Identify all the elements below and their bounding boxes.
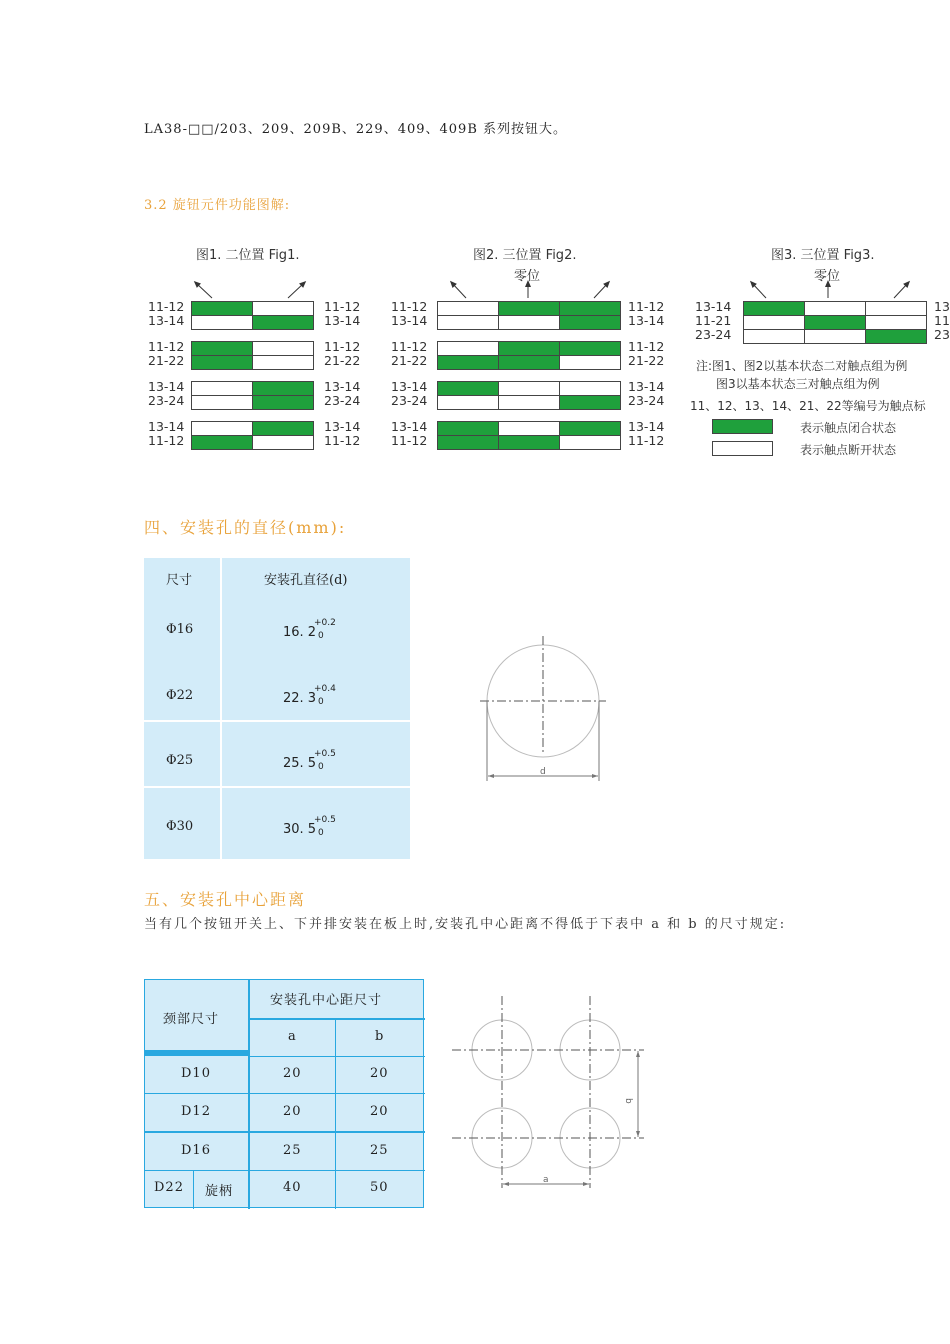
contact-open-cell	[437, 315, 499, 330]
table1-header-diameter: 安装孔直径(d)	[264, 573, 348, 588]
contact-closed-cell	[559, 301, 621, 316]
fig2-arrow-right	[594, 283, 608, 298]
contact-label: 23-24	[324, 393, 361, 408]
contact-open-cell	[437, 395, 499, 410]
fig3-arrow-left	[752, 283, 766, 298]
contact-label: 11-12	[628, 339, 665, 354]
fig1-arrow-left	[196, 283, 212, 298]
contact-label: 13-14	[628, 379, 665, 394]
contact-open-cell	[437, 301, 499, 316]
contact-closed-cell	[559, 421, 621, 436]
contact-label: 23-24	[695, 327, 732, 342]
contact-open-cell	[743, 315, 805, 330]
table2-last-a: 40	[283, 1180, 302, 1195]
table2-last-neck-sub: 旋柄	[205, 1184, 234, 1199]
contact-open-cell	[865, 301, 927, 316]
contact-closed-cell	[252, 421, 314, 436]
section-3-2-title: 3.2 旋钮元件功能图解:	[144, 198, 291, 213]
contact-label: 11-12	[391, 299, 428, 314]
contact-label: 11-12	[148, 299, 185, 314]
contact-closed-cell	[498, 355, 560, 370]
contact-label: 13-14	[695, 299, 732, 314]
table2-row-b: 20	[370, 1066, 389, 1081]
table1-tol-lower: 0	[318, 762, 324, 772]
table1-tol-upper: +0.2	[314, 618, 336, 628]
contact-closed-cell	[437, 381, 499, 396]
hole-center-distance-table	[144, 979, 424, 1208]
contact-closed-cell	[252, 315, 314, 330]
table2-row-a: 25	[283, 1143, 302, 1158]
contact-closed-cell	[804, 315, 866, 330]
legend-closed-swatch	[712, 419, 773, 434]
contact-label: 21-22	[391, 353, 428, 368]
contact-open-cell	[252, 435, 314, 450]
contact-open-cell	[191, 315, 253, 330]
table2-row-neck: D10	[181, 1066, 211, 1081]
fig-note-1: 注:图1、图2以基本状态二对触点组为例	[696, 359, 908, 373]
contact-label: 11-21	[695, 313, 732, 328]
contact-closed-cell	[559, 341, 621, 356]
contact-label: 13-14	[391, 313, 428, 328]
contact-label: 11-12	[391, 433, 428, 448]
fig3-zero-label: 零位	[814, 269, 841, 284]
table1-tol-lower: 0	[318, 631, 324, 641]
fig-note-3: 11、12、13、14、21、22等编号为触点标	[690, 399, 926, 413]
contact-label: 21-22	[148, 353, 185, 368]
function-figures	[0, 0, 950, 480]
dimension-label-d: d	[540, 767, 546, 777]
fig-note-2: 图3以基本状态三对触点组为例	[716, 377, 880, 391]
table1-tol-upper: +0.5	[314, 814, 336, 825]
contact-closed-cell	[498, 435, 560, 450]
contact-open-cell	[804, 329, 866, 344]
contact-open-cell	[252, 301, 314, 316]
fig3-arrow-right	[894, 283, 908, 298]
contact-open-cell	[559, 435, 621, 450]
contact-closed-cell	[191, 435, 253, 450]
fig3-title: 图3. 三位置 Fig3.	[771, 248, 875, 263]
table1-tol-lower: 0	[318, 827, 324, 838]
table1-size-cell: Φ22	[166, 687, 194, 703]
hole-diameter-table	[144, 558, 410, 859]
contact-closed-cell	[559, 315, 621, 330]
contact-open-cell	[559, 381, 621, 396]
contact-label: 13-14	[324, 379, 361, 394]
intro-line: LA38-□□/203、209、209B、229、409、409B 系列按钮大。	[144, 122, 568, 137]
contact-open-cell	[437, 341, 499, 356]
section-5-title: 五、安装孔中心距离	[144, 890, 307, 909]
table2-header-a: a	[288, 1029, 297, 1044]
contact-open-cell	[252, 355, 314, 370]
contact-open-cell	[804, 301, 866, 316]
center-distance-diagram	[450, 992, 650, 1192]
fig2-arrow-left	[452, 283, 466, 298]
contact-label: 13-14	[628, 313, 665, 328]
hole-diameter-diagram	[478, 636, 618, 786]
contact-open-cell	[498, 381, 560, 396]
contact-closed-cell	[437, 421, 499, 436]
contact-label: 11-12	[324, 299, 361, 314]
contact-label: 11-12	[391, 339, 428, 354]
contact-label: 13	[934, 299, 950, 314]
contact-label: 11-12	[324, 339, 361, 354]
table2-row-neck: D16	[181, 1143, 211, 1158]
table2-row-b: 20	[370, 1104, 389, 1119]
contact-label: 21-22	[324, 353, 361, 368]
contact-open-cell	[865, 315, 927, 330]
contact-label: 11-12	[628, 433, 665, 448]
legend-open-text: 表示触点断开状态	[800, 443, 897, 457]
contact-closed-cell	[498, 341, 560, 356]
contact-label: 21-22	[628, 353, 665, 368]
fig2-zero-label: 零位	[514, 269, 541, 284]
table2-row-b: 25	[370, 1143, 389, 1158]
table2-last-neck: D22	[154, 1180, 184, 1195]
fig1-arrow-right	[288, 283, 304, 298]
contact-label: 11-12	[628, 299, 665, 314]
table1-size-cell: Φ16	[166, 622, 194, 637]
contact-closed-cell	[498, 301, 560, 316]
contact-label: 13-14	[391, 419, 428, 434]
table1-tol-lower: 0	[318, 696, 324, 707]
contact-open-cell	[498, 395, 560, 410]
table1-value-cell: 30. 5	[283, 821, 317, 837]
table1-tol-upper: +0.5	[314, 749, 336, 759]
contact-closed-cell	[252, 395, 314, 410]
fig1-title: 图1. 二位置 Fig1.	[196, 248, 300, 263]
contact-open-cell	[498, 315, 560, 330]
table2-row-a: 20	[283, 1104, 302, 1119]
dimension-label-b: b	[623, 1098, 633, 1104]
fig2-title: 图2. 三位置 Fig2.	[473, 248, 577, 263]
contact-open-cell	[252, 341, 314, 356]
contact-label: 23-24	[628, 393, 665, 408]
table2-header-neck: 颈部尺寸	[163, 1012, 220, 1027]
contact-label: 23	[934, 327, 950, 342]
table1-value-cell: 25. 5	[283, 756, 317, 771]
section-4-title: 四、安装孔的直径(mm):	[144, 518, 347, 537]
contact-open-cell	[498, 421, 560, 436]
contact-open-cell	[191, 421, 253, 436]
position-arrows	[0, 0, 950, 310]
contact-label: 23-24	[391, 393, 428, 408]
contact-label: 13-14	[148, 379, 185, 394]
table2-header-b: b	[375, 1029, 385, 1044]
contact-closed-cell	[559, 395, 621, 410]
table2-row-a: 20	[283, 1066, 302, 1081]
table1-value-cell: 16. 2	[283, 625, 317, 640]
contact-closed-cell	[191, 341, 253, 356]
legend-closed-text: 表示触点闭合状态	[800, 421, 897, 435]
table1-size-cell: Φ25	[166, 753, 194, 768]
contact-label: 23-24	[148, 393, 185, 408]
table2-last-b: 50	[370, 1180, 389, 1195]
contact-label: 11-12	[324, 433, 361, 448]
contact-open-cell	[191, 395, 253, 410]
contact-label: 13-14	[324, 419, 361, 434]
table2-header-center: 安装孔中心距尺寸	[270, 993, 383, 1008]
contact-label: 13-14	[148, 419, 185, 434]
table2-row-neck: D12	[181, 1104, 211, 1119]
contact-label: 13-14	[148, 313, 185, 328]
contact-label: 13-14	[324, 313, 361, 328]
contact-closed-cell	[743, 301, 805, 316]
contact-label: 11-12	[148, 433, 185, 448]
section-5-text: 当有几个按钮开关上、下并排安装在板上时,安装孔中心距离不得低于下表中 a 和 b 的尺寸规定:	[144, 917, 787, 932]
contact-label: 11	[934, 313, 950, 328]
dimension-label-a: a	[543, 1175, 549, 1185]
contact-closed-cell	[437, 435, 499, 450]
contact-open-cell	[191, 381, 253, 396]
contact-closed-cell	[191, 355, 253, 370]
contact-label: 13-14	[628, 419, 665, 434]
contact-open-cell	[559, 355, 621, 370]
contact-closed-cell	[865, 329, 927, 344]
table1-value-cell: 22. 3	[283, 690, 317, 706]
contact-open-cell	[743, 329, 805, 344]
legend-open-swatch	[712, 441, 773, 456]
table1-size-cell: Φ30	[166, 818, 194, 834]
contact-label: 11-12	[148, 339, 185, 354]
table1-header-size: 尺寸	[166, 573, 193, 588]
contact-closed-cell	[437, 355, 499, 370]
table1-tol-upper: +0.4	[314, 683, 336, 694]
contact-closed-cell	[191, 301, 253, 316]
contact-label: 13-14	[391, 379, 428, 394]
contact-closed-cell	[252, 381, 314, 396]
